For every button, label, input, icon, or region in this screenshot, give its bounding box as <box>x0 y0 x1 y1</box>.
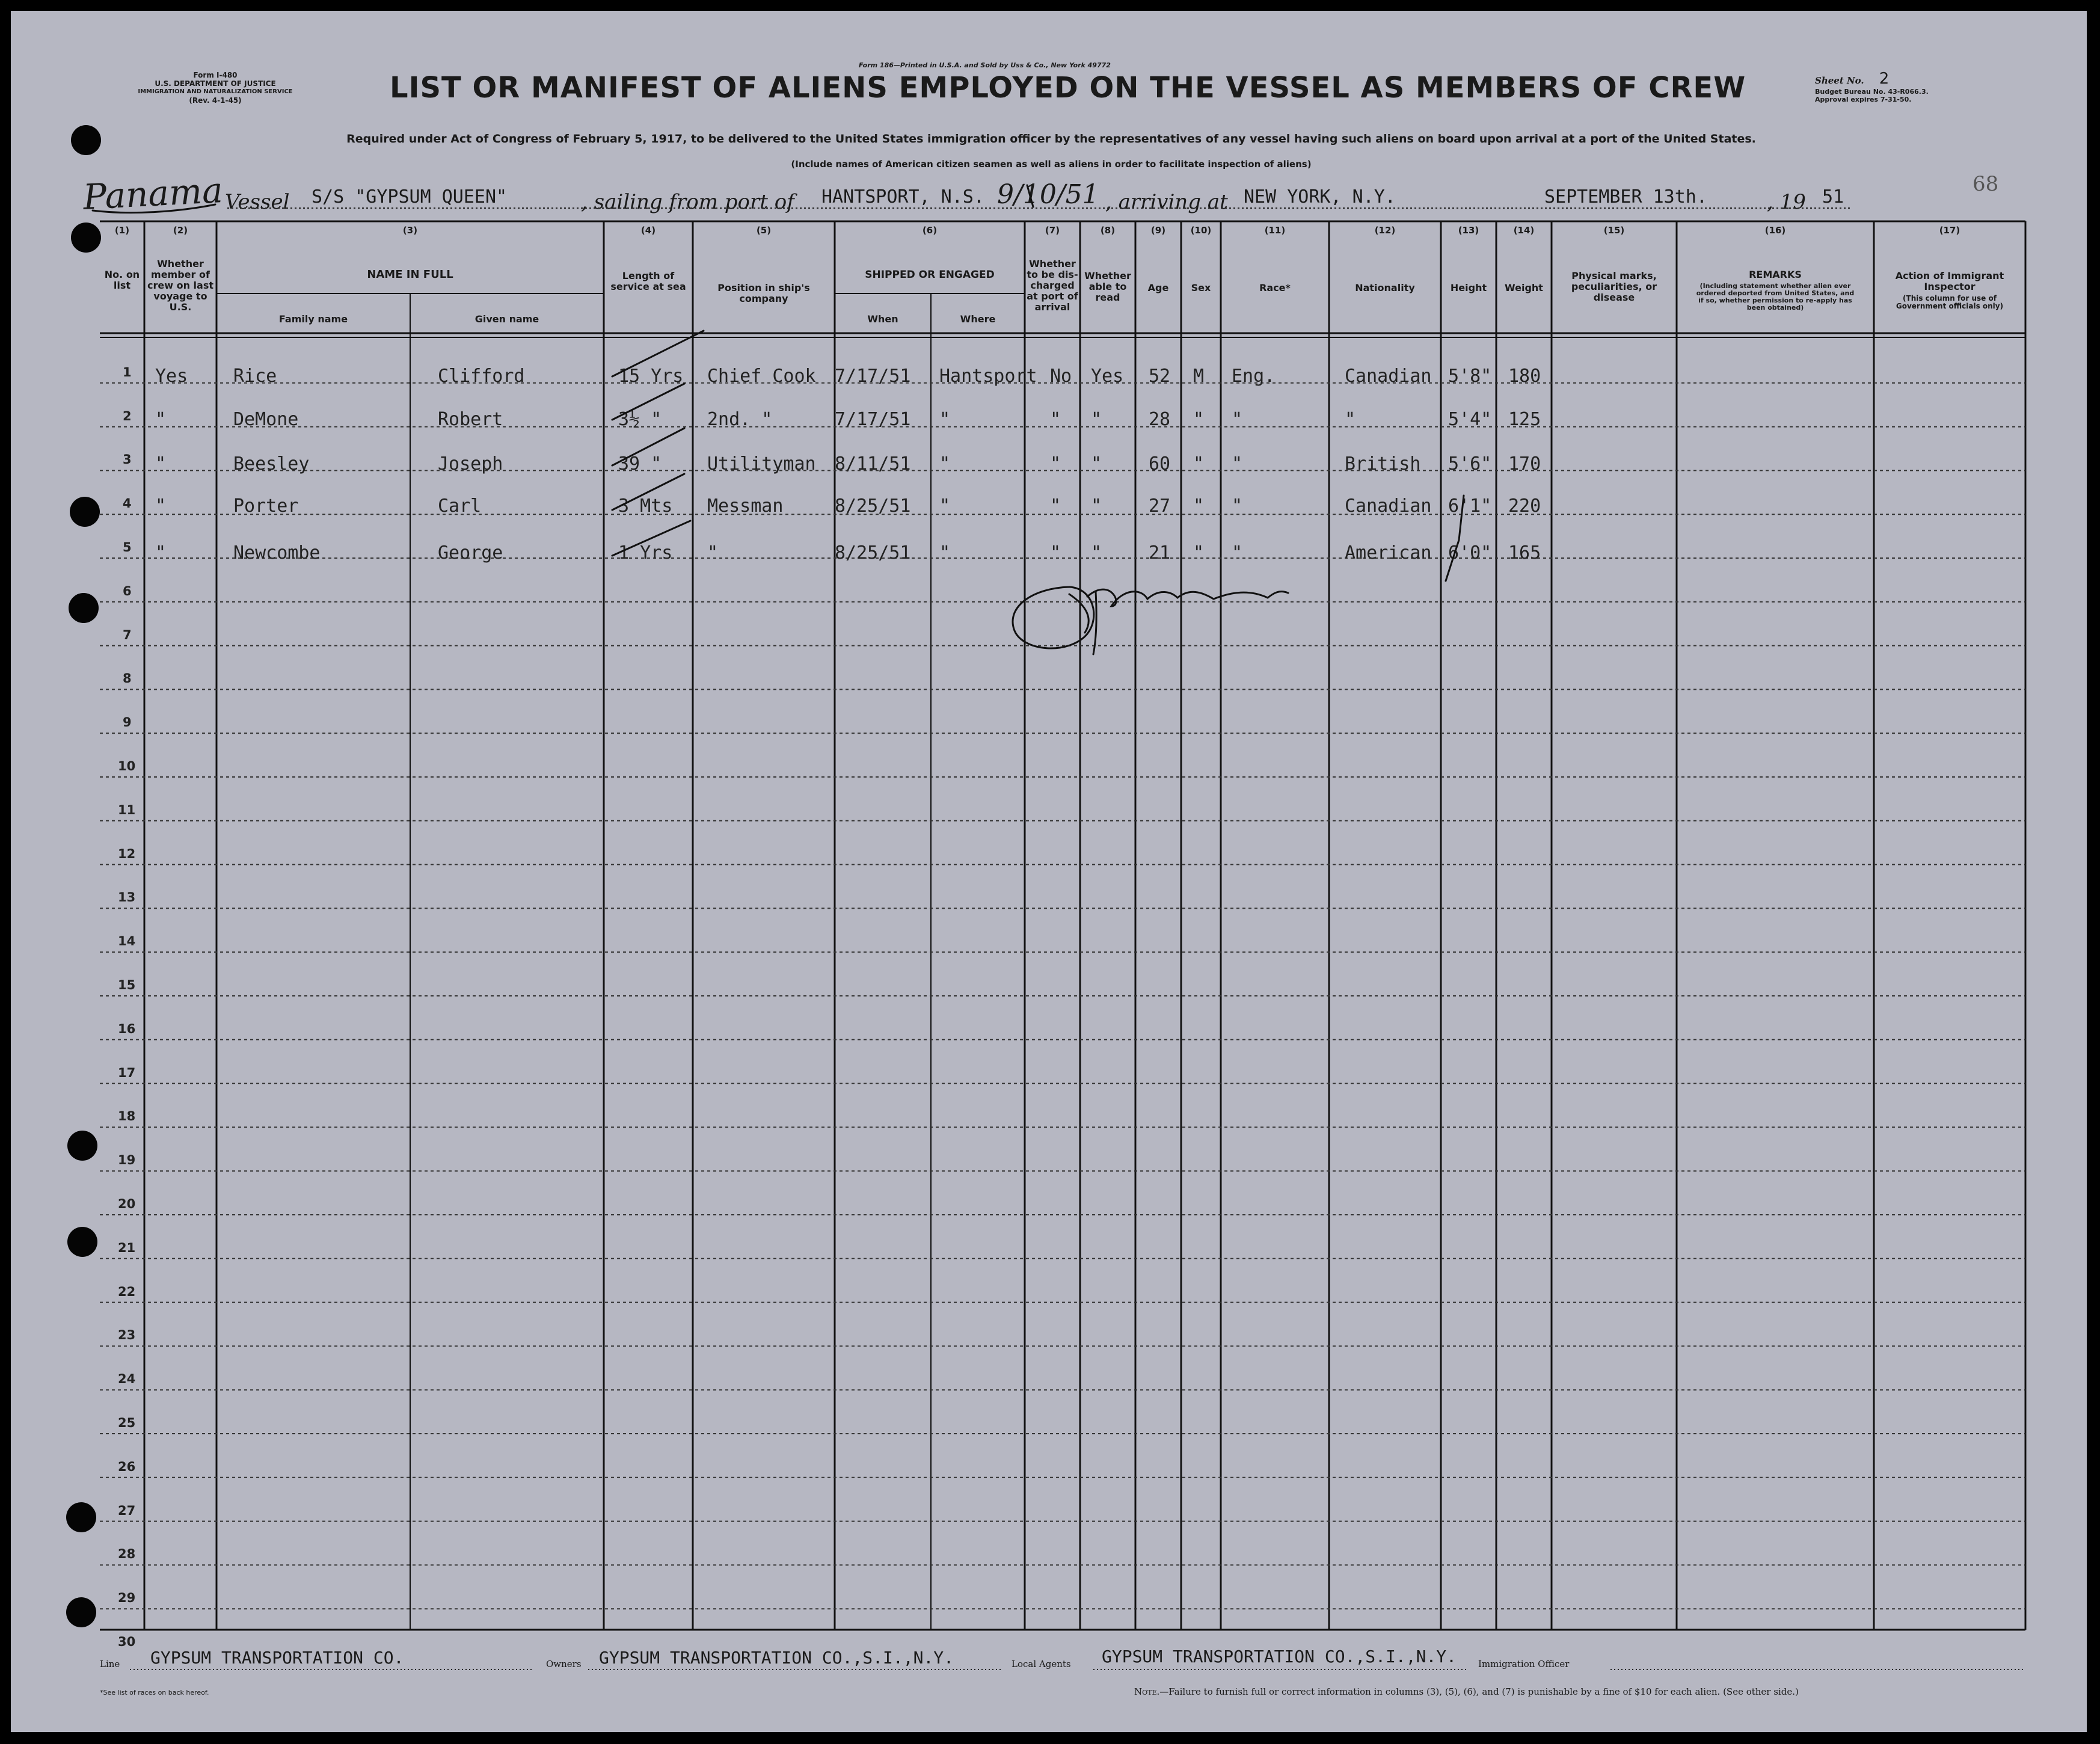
row-number: 13 <box>118 890 136 905</box>
cell-weight: 220 <box>1508 496 1541 517</box>
year-label: , 19 <box>1767 190 1806 214</box>
col14-num: (14) <box>1513 225 1535 236</box>
cell-weight: 180 <box>1508 366 1541 387</box>
col17-subhead: (This column for use of Government officials only) <box>1896 294 2004 310</box>
col7-head: Whether to be dis-charged at port of arrival <box>1027 258 1078 313</box>
row-number: 5 <box>123 540 132 554</box>
cell-last-voyage: Yes <box>155 366 188 387</box>
cell-last-voyage: " <box>155 542 167 563</box>
cell-given: Robert <box>438 409 503 430</box>
row-number: 27 <box>118 1503 136 1518</box>
cell-height: 6'0" <box>1448 542 1492 563</box>
cell-service: 3½ " <box>618 409 662 430</box>
cell-discharged: " <box>1050 542 1061 563</box>
col4-head: Length of service at sea <box>610 270 686 292</box>
cell-given: Carl <box>438 496 482 517</box>
row-number: 1 <box>123 364 132 379</box>
cell-where: " <box>939 409 951 430</box>
col8-head: Whether able to read <box>1084 270 1131 303</box>
row-number: 4 <box>123 496 132 511</box>
cell-family: Porter <box>233 496 299 517</box>
cell-height: 5'4" <box>1448 409 1492 430</box>
col14-head: Weight <box>1505 282 1543 293</box>
vessel-name: S/S "GYPSUM QUEEN" <box>312 186 508 207</box>
row-number: 19 <box>118 1153 136 1168</box>
row-number: 10 <box>118 759 136 773</box>
row-number: 21 <box>118 1240 136 1255</box>
row-number: 7 <box>123 627 132 642</box>
row-number: 30 <box>118 1635 136 1649</box>
col3-given-head: Given name <box>474 313 539 325</box>
manifest-sheet <box>11 11 2087 1732</box>
cell-height: 5'8" <box>1448 366 1492 387</box>
col2-num: (2) <box>173 225 188 236</box>
cell-position: 2nd. " <box>707 409 773 430</box>
row-number: 9 <box>123 715 132 730</box>
cell-read: " <box>1091 496 1102 517</box>
row-number: 8 <box>123 671 132 686</box>
agents-value: GYPSUM TRANSPORTATION CO.,S.I.,N.Y. <box>1102 1647 1457 1666</box>
cell-service: 3 Mts <box>618 496 673 517</box>
cell-discharged: No <box>1050 366 1072 387</box>
cell-sex: " <box>1193 542 1205 563</box>
row-number: 29 <box>118 1591 136 1606</box>
col16-subhead: (Including statement whether alien ever ordered deported from United States, and if so, whether permission to re-apply has been obtained) <box>1696 282 1855 312</box>
sailing-from: HANTSPORT, N.S. <box>821 186 984 207</box>
cell-service: 39 " <box>618 453 662 474</box>
cell-height: 6'1" <box>1448 496 1492 517</box>
col6-where-head: Where <box>960 313 996 325</box>
row-number: 24 <box>118 1372 136 1387</box>
col15-head: Physical marks, peculiarities, or disease <box>1571 270 1657 303</box>
races-note: *See list of races on back hereof. <box>100 1689 209 1696</box>
cell-family: Rice <box>233 366 277 387</box>
cell-sex: " <box>1193 453 1205 474</box>
cell-age: 21 <box>1149 542 1171 563</box>
row-number: 26 <box>118 1459 136 1474</box>
row-number: 11 <box>118 802 136 817</box>
cell-read: " <box>1091 409 1102 430</box>
cell-sex: " <box>1193 496 1205 517</box>
cell-service: 15 Yrs <box>618 366 684 387</box>
cell-when: 8/25/51 <box>835 496 911 517</box>
cell-sex: " <box>1193 409 1205 430</box>
row-number: 16 <box>118 1021 136 1036</box>
cell-position: Messman <box>707 496 784 517</box>
include-note: (Include names of American citizen seamen as well as aliens in order to facilitate inspection of aliens) <box>791 159 1312 170</box>
col2-head: Whether member of crew on last voyage to U.S. <box>147 258 213 313</box>
col5-head: Position in ship's company <box>717 282 810 304</box>
row-number: 17 <box>118 1065 136 1080</box>
cell-family: Newcombe <box>233 542 321 563</box>
col10-head: Sex <box>1191 282 1211 293</box>
sailing-label: , sailing from port of <box>581 190 794 214</box>
cell-when: 8/25/51 <box>835 542 911 563</box>
col7-num: (7) <box>1045 225 1060 236</box>
cell-when: 7/17/51 <box>835 409 911 430</box>
col3-head: NAME IN FULL <box>367 268 453 281</box>
cell-race: " <box>1232 453 1243 474</box>
cell-where: " <box>939 496 951 517</box>
cell-weight: 170 <box>1508 453 1541 474</box>
cell-discharged: " <box>1050 409 1061 430</box>
department: U.S. DEPARTMENT OF JUSTICE <box>155 79 276 88</box>
cell-last-voyage: " <box>155 496 167 517</box>
note-label: Note. <box>1134 1686 1160 1697</box>
row-number: 20 <box>118 1197 136 1211</box>
printer-line: Form 186—Printed in U.S.A. and Sold by Uss & Co., New York 49772 <box>859 61 1111 69</box>
row-number: 22 <box>118 1284 136 1299</box>
col12-head: Nationality <box>1355 282 1415 293</box>
approval-expires: Approval expires 7-31-50. <box>1815 96 1912 103</box>
col6-num: (6) <box>922 225 938 236</box>
col11-num: (11) <box>1264 225 1286 236</box>
row-number: 15 <box>118 978 136 992</box>
cell-weight: 165 <box>1508 542 1541 563</box>
agents-label: Local Agents <box>1012 1659 1071 1669</box>
sheet-number: 2 <box>1879 70 1890 88</box>
requirement-text: Required under Act of Congress of February 5, 1917, to be delivered to the United States immigration officer by the representatives of any vessel having such aliens on board upon arrival at a port of the United States. <box>346 132 1756 146</box>
handwritten-sailing-date: 9/10/51 <box>997 179 1099 210</box>
arriving-at: NEW YORK, N.Y. <box>1244 186 1396 207</box>
row-number: 18 <box>118 1109 136 1124</box>
service: IMMIGRATION AND NATURALIZATION SERVICE <box>138 88 293 95</box>
col13-num: (13) <box>1458 225 1479 236</box>
sheet-label: Sheet No. <box>1815 75 1864 86</box>
cell-read: Yes <box>1091 366 1124 387</box>
handwritten-flag: Panama <box>82 169 224 218</box>
col12-num: (12) <box>1374 225 1396 236</box>
cell-nationality: " <box>1345 409 1356 430</box>
col8-num: (8) <box>1100 225 1116 236</box>
revision: (Rev. 4-1-45) <box>189 96 242 105</box>
cell-last-voyage: " <box>155 453 167 474</box>
cell-family: Beesley <box>233 453 310 474</box>
col17-head: Action of Immigrant Inspector <box>1895 270 2004 292</box>
col1-head: No. on list <box>104 269 140 291</box>
cell-race: " <box>1232 496 1243 517</box>
cell-race: " <box>1232 409 1243 430</box>
col1-num: (1) <box>114 225 130 236</box>
arriving-label: , arriving at <box>1105 190 1228 214</box>
cell-sex: M <box>1193 366 1205 387</box>
col17-num: (17) <box>1939 225 1960 236</box>
footer-lines <box>11 11 2087 1732</box>
col4-num: (4) <box>640 225 656 236</box>
cell-age: 27 <box>1149 496 1171 517</box>
note-text: —Failure to furnish full or correct information in columns (3), (5), (6), and (7) is punishable by a fine of $10 for each alien. (See other side.) <box>1159 1686 1799 1697</box>
stamp-number: 68 <box>1973 172 1999 196</box>
cell-family: DeMone <box>233 409 299 430</box>
line-value: GYPSUM TRANSPORTATION CO. <box>150 1648 404 1668</box>
form-title: LIST OR MANIFEST OF ALIENS EMPLOYED ON THE VESSEL AS MEMBERS OF CREW <box>390 71 1746 105</box>
cell-where: " <box>939 453 951 474</box>
row-number: 3 <box>123 452 132 467</box>
col9-num: (9) <box>1150 225 1166 236</box>
vessel-label: Vessel <box>225 190 290 214</box>
cell-position: Chief Cook <box>707 366 816 387</box>
cell-service: 1 Yrs <box>618 542 673 563</box>
col16-num: (16) <box>1764 225 1786 236</box>
cell-read: " <box>1091 542 1102 563</box>
form-id: Form I-480 <box>193 71 238 79</box>
row-number: 14 <box>118 934 136 949</box>
cell-position: Utilityman <box>707 453 816 474</box>
cell-nationality: American <box>1345 542 1432 563</box>
cell-nationality: Canadian <box>1345 366 1432 387</box>
line-label: Line <box>100 1659 120 1669</box>
col16-head: REMARKS <box>1749 269 1802 280</box>
cell-where: Hantsport <box>939 366 1037 387</box>
year-value: 51 <box>1822 186 1844 207</box>
cell-read: " <box>1091 453 1102 474</box>
cell-age: 60 <box>1149 453 1171 474</box>
col10-num: (10) <box>1190 225 1212 236</box>
col13-head: Height <box>1450 282 1487 293</box>
cell-position: " <box>707 542 719 563</box>
cell-race: Eng. <box>1232 366 1276 387</box>
cell-age: 52 <box>1149 366 1171 387</box>
row-number: 25 <box>118 1416 136 1430</box>
row-number: 23 <box>118 1328 136 1343</box>
row-number: 2 <box>123 408 132 423</box>
row-number: 28 <box>118 1547 136 1562</box>
cell-race: " <box>1232 542 1243 563</box>
owners-value: GYPSUM TRANSPORTATION CO.,S.I.,N.Y. <box>599 1648 954 1668</box>
col5-num: (5) <box>756 225 772 236</box>
owners-label: Owners <box>546 1659 582 1669</box>
cell-when: 7/17/51 <box>835 366 911 387</box>
cell-given: Clifford <box>438 366 525 387</box>
cell-discharged: " <box>1050 453 1061 474</box>
col9-head: Age <box>1147 282 1169 293</box>
arrival-date: SEPTEMBER 13th. <box>1544 186 1707 207</box>
col6-head: SHIPPED OR ENGAGED <box>865 269 995 281</box>
cell-height: 5'6" <box>1448 453 1492 474</box>
col3-num: (3) <box>402 225 418 236</box>
cell-nationality: Canadian <box>1345 496 1432 517</box>
cell-nationality: British <box>1345 453 1421 474</box>
col15-num: (15) <box>1603 225 1625 236</box>
cell-last-voyage: " <box>155 409 167 430</box>
cell-discharged: " <box>1050 496 1061 517</box>
cell-when: 8/11/51 <box>835 453 911 474</box>
row-number: 12 <box>118 846 136 861</box>
cell-where: " <box>939 542 951 563</box>
officer-label: Immigration Officer <box>1478 1659 1570 1669</box>
cell-age: 28 <box>1149 409 1171 430</box>
col6-when-head: When <box>867 313 898 325</box>
row-number: 6 <box>123 583 132 598</box>
cell-given: Joseph <box>438 453 503 474</box>
cell-given: George <box>438 542 503 563</box>
cell-weight: 125 <box>1508 409 1541 430</box>
col11-head: Race* <box>1259 282 1291 293</box>
budget-bureau: Budget Bureau No. 43-R066.3. <box>1815 88 1929 96</box>
col3-family-head: Family name <box>278 313 348 325</box>
